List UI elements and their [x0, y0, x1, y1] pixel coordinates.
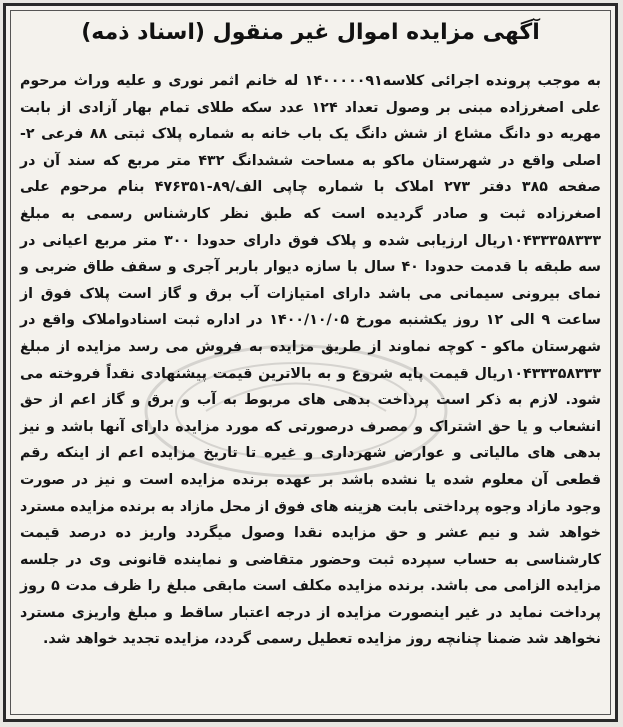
notice-body: به موجب پرونده اجرائی کلاسه۱۴۰۰۰۰۰۹۱ له خانم اثمر نوری و علیه وراث مرحوم علی اصغرزاده مبنی بر وصول تعداد ۱۲۴ عدد سکه طلای تمام بهار آزادی از بابت مهریه دو دانگ مشاع از شش دانگ یک باب خانه به شماره پلاک ثبتی ۸۸ فرعی ۲- اصلی واقع در شهرستان ماکو به مساحت ششدانگ ۴۳۲ متر مربع که سند آن در صفحه ۳۸۵ دفتر ۲۷۳ املاک با شماره چاپی الف/۸۹-۴۷۶۳۵۱ بنام مرحوم علی اصغرزاده ثبت و صادر گردیده است که طبق نظر کارشناس رسمی به مبلغ ۱۰۴۳۳۳۵۸۳۳۳ریال ارزیابی شده و پلاک فوق دارای حدودا ۳۰۰ متر مربع اعیانی در سه طبقه با قدمت حدودا ۴۰ سال با سازه دیوار باربر آجری و سقف طاق ضربی و نمای بیرونی سیمانی می باشد دارای امتیازات آب برق و گاز است پلاک فوق از ساعت ۹ الی ۱۲ روز یکشنبه مورخ ۱۴۰۰/۱۰/۰۵ در اداره ثبت اسنادواملاک واقع در شهرستان ماکو - کوچه نماوند از طریق مزایده به فروش می رسد مزایده از مبلغ ۱۰۴۳۳۳۵۸۳۳۳ریال قیمت پایه شروع و به بالاترین قیمت پیشنهادی نقداً فروخته می شود. لازم به ذکر است پرداخت بدهی های مربوط به آب و برق و گاز اعم از حق انشعاب و یا حق اشتراک و مصرف درصورتی که مورد مزایده دارای آنها باشد و نیز بدهی های مالیاتی و عوارض شهرداری و غیره تا تاریخ مزایده اعم از اینکه رقم قطعی آن معلوم شده یا نشده باشد بر عهده برنده مزایده است و نیز در صورت وجود مازاد وجوه پرداختی بابت هزینه های فوق از محل مازاد به برنده مزایده مسترد خواهد شد و نیم عشر و حق مزایده نقدا وصول میگردد واریز ده درصد قیمت کارشناسی به حساب سپرده ثبت وحضور متقاضی و نماینده قانونی وی در جلسه مزایده الزامی می باشد. برنده مزایده مکلف است مابقی مبلغ را ظرف مدت ۵ روز پرداخت نماید در غیر اینصورت مزایده از درجه اعتبار ساقط و مبلغ واریزی مسترد نخواهد شد ضمنا چنانچه روز مزایده تعطیل رسمی گردد، مزایده تجدید خواهد شد.: [20, 73, 602, 648]
notice-title: آگهی مزایده اموال غیر منقول (اسناد ذمه): [81, 20, 540, 45]
newspaper-notice: [3, 3, 618, 722]
